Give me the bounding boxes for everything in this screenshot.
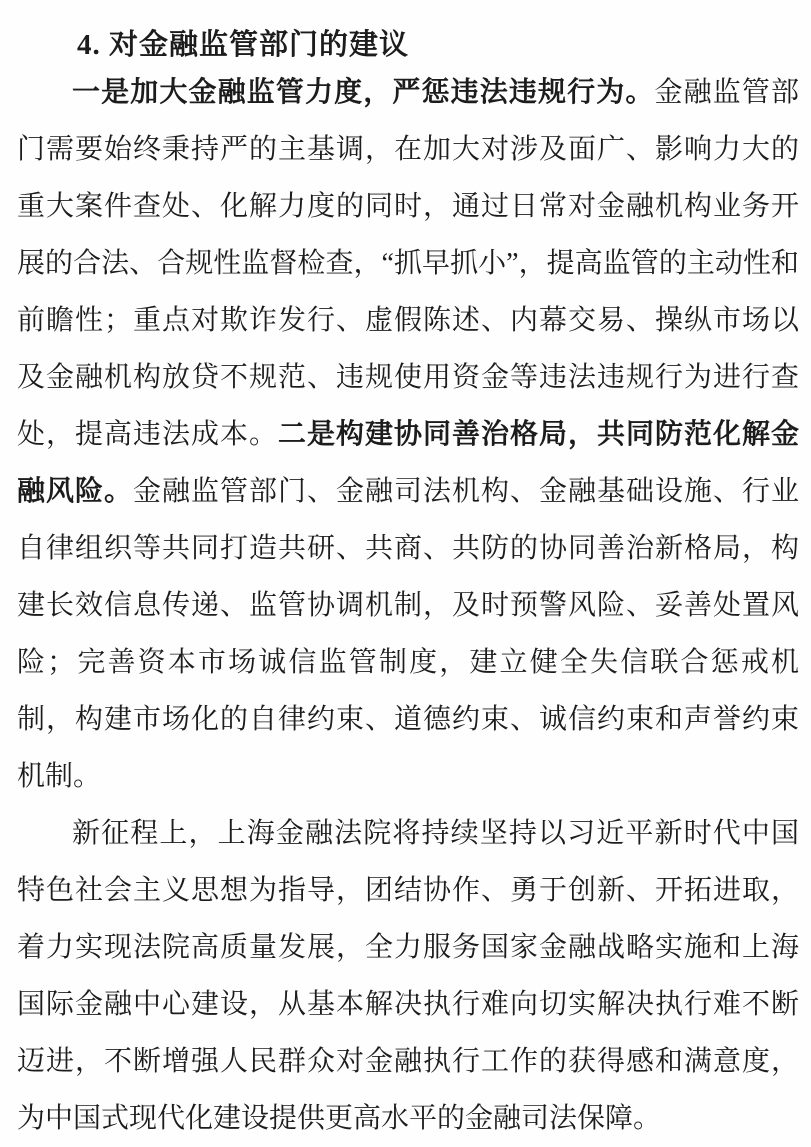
section-heading: 4. 对金融监管部门的建议 <box>77 29 410 61</box>
paragraph-1 <box>17 64 799 805</box>
paragraph-2 <box>17 805 799 1147</box>
lead-sentence-2: 二是构建协同善治格局，共同防范化解金融风险。 <box>17 419 799 507</box>
body-text-3: 新征程上，上海金融法院将持续坚持以习近平新时代中国特色社会主义思想为指导，团结协作、勇于创新、开拓进取，着力实现法院高质量发展，全力服务国家金融战略实施和上海国际金融中心建设，从基本解决执行难向切实解决执行难不断迈进，不断增强人民群众对金融执行工作的获得感和满意度，为中国式现代化建设提供更高水平的金融司法保障。 <box>17 818 799 1134</box>
lead-sentence-1: 一是加大金融监管力度，严惩违法违规行为。 <box>72 77 655 108</box>
body-text-1: 金融监管部门需要始终秉持严的主基调，在加大对涉及面广、影响力大的重大案件查处、化解力度的同时，通过日常对金融机构业务开展的合法、合规性监督检查，“抓早抓小”，提高监管的主动性和前瞻性；重点对欺诈发行、虚假陈述、内幕交易、操纵市场以及金融机构放贷不规范、违规使用资金等违法违规行为进行查处，提高违法成本。 <box>17 77 799 450</box>
body-text-2: 金融监管部门、金融司法机构、金融基础设施、行业自律组织等共同打造共研、共商、共防的协同善治新格局，构建长效信息传递、监管协调机制，及时预警风险、妥善处置风险；完善资本市场诚信监管制度，建立健全失信联合惩戒机制，构建市场化的自律约束、道德约束、诚信约束和声誉约束机制。 <box>17 476 799 792</box>
